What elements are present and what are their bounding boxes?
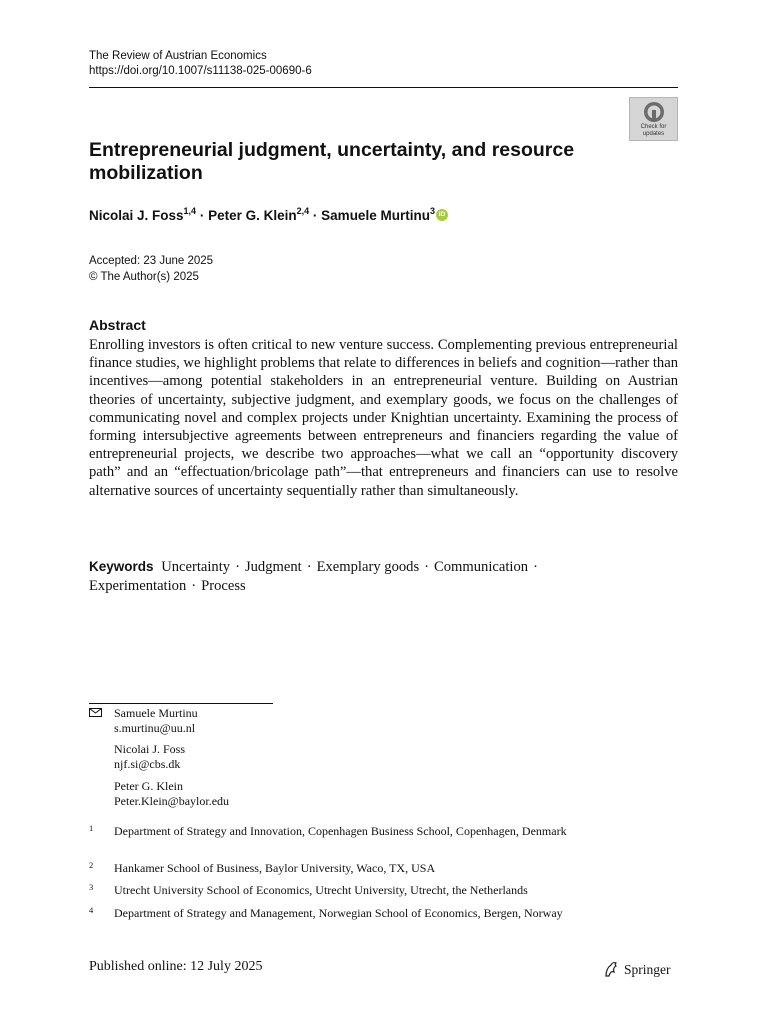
contact-email[interactable]: s.murtinu@uu.nl <box>114 721 196 735</box>
contact-name: Peter G. Klein <box>114 779 183 793</box>
published-online: Published online: 12 July 2025 <box>89 959 263 974</box>
affiliation-item <box>89 906 609 921</box>
journal-name: The Review of Austrian Economics <box>89 50 267 62</box>
author-affiliation-ref: 3 <box>429 206 435 216</box>
badge-label-2: updates <box>642 130 665 137</box>
journal-header <box>89 49 312 79</box>
author-separator: · <box>312 208 318 223</box>
author-affiliation-ref: 2,4 <box>296 206 310 216</box>
keyword-separator: · <box>191 578 197 594</box>
keywords-label: Keywords <box>89 559 154 574</box>
author-list <box>89 208 448 223</box>
affiliation-text: Utrecht University School of Economics, Utrecht University, Utrecht, the Netherlands <box>114 883 528 897</box>
badge-label-1: Check for <box>640 124 667 130</box>
keyword: Uncertainty <box>161 559 231 575</box>
affiliation-item <box>89 824 609 839</box>
contact-entry <box>114 706 198 736</box>
envelope-icon <box>89 708 102 717</box>
affiliation-number: 3 <box>89 882 94 892</box>
keywords-section <box>89 557 678 596</box>
affiliation-text: Department of Strategy and Innovation, Copenhagen Business School, Copenhagen, Denmark <box>114 824 567 838</box>
contact-name: Samuele Murtinu <box>114 706 198 720</box>
article-title: Entrepreneurial judgment, uncertainty, and resource mobilization <box>89 139 575 184</box>
footnote-rule <box>89 703 273 704</box>
affiliation-text: Hankamer School of Business, Baylor University, Waco, TX, USA <box>114 861 436 875</box>
copyright-notice: © The Author(s) 2025 <box>89 270 199 283</box>
author-name[interactable]: Peter G. Klein <box>208 208 297 223</box>
abstract-text: Enrolling investors is often critical to new venture success. Complementing previous entrepreneurial finance studies, we highlight problems that relate to differences in beliefs and cognition—rather than incentives—among potential stakeholders in an entrepreneurial venture. Building on Austrian theories of uncertainty, subjective judgment, and exemplary goods, we focus on the challenges of communicating novel and complex projects under Knightian uncertainty. Examining the process of forming intersubjective agreements between entrepreneurs and financiers regarding the value of entrepreneurial projects, we describe two approaches—what we call an “opportunity discovery path” and an “effectuation/bricolage path”—that entrepreneurs and financiers can use to resolve alternative sources of uncertainty sequentially rather than simultaneously. <box>89 337 678 499</box>
affiliation-number: 2 <box>89 860 94 870</box>
author-affiliation-ref: 1,4 <box>183 206 197 216</box>
orcid-icon[interactable] <box>436 209 448 221</box>
header-rule <box>89 87 678 88</box>
keyword: Communication <box>434 559 529 575</box>
publisher-name: Springer <box>624 961 671 977</box>
keyword-separator: · <box>424 559 430 575</box>
keyword-separator: · <box>306 559 312 575</box>
accepted-date: Accepted: 23 June 2025 <box>89 255 214 267</box>
publisher-logo <box>603 961 671 978</box>
abstract-heading: Abstract <box>89 317 146 333</box>
keyword: Exemplary goods <box>316 559 420 575</box>
keyword: Judgment <box>244 559 302 575</box>
affiliation-text: Department of Strategy and Management, Norwegian School of Economics, Bergen, Norway <box>114 906 563 920</box>
springer-horse-icon <box>603 961 620 978</box>
contact-name: Nicolai J. Foss <box>114 742 186 756</box>
keyword-separator: · <box>533 559 538 575</box>
contact-email[interactable]: njf.si@cbs.dk <box>114 757 181 771</box>
affiliation-number: 1 <box>89 823 94 833</box>
keyword: Experimentation <box>89 578 187 594</box>
keyword: Process <box>201 578 246 594</box>
contact-email[interactable]: Peter.Klein@baylor.edu <box>114 794 230 808</box>
author-name[interactable]: Samuele Murtinu <box>321 208 430 223</box>
check-updates-icon <box>643 101 665 123</box>
keyword-separator: · <box>235 559 240 575</box>
author-name[interactable]: Nicolai J. Foss <box>89 208 184 223</box>
author-separator: · <box>199 208 205 223</box>
affiliation-item <box>89 861 609 876</box>
check-for-updates-badge[interactable] <box>629 97 678 141</box>
affiliation-item <box>89 883 609 898</box>
article-dates <box>89 254 213 285</box>
contact-entry <box>114 742 185 772</box>
doi-link[interactable]: https://doi.org/10.1007/s11138-025-00690-6 <box>89 65 312 77</box>
affiliation-number: 4 <box>89 905 94 915</box>
contact-entry <box>114 779 229 809</box>
